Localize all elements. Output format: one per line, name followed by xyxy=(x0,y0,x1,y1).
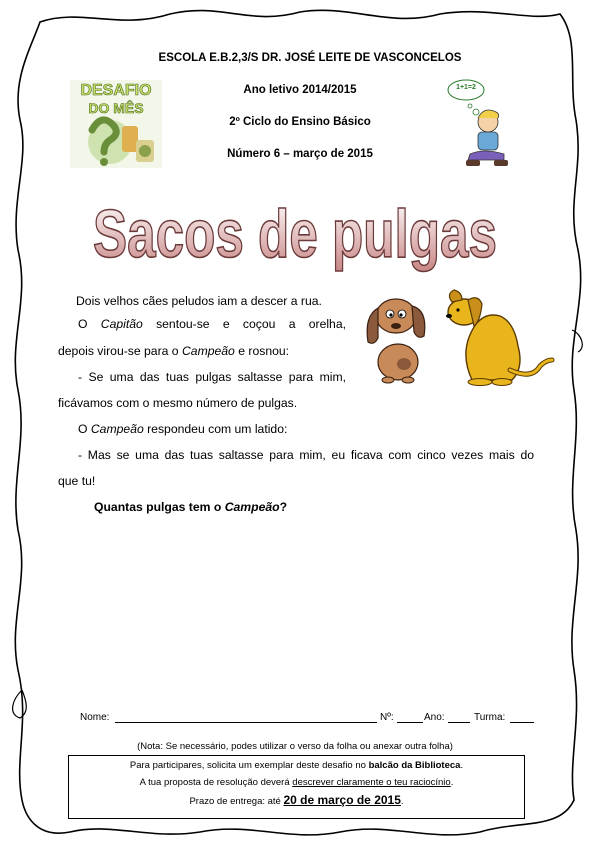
class-label: Turma: xyxy=(474,712,506,723)
desafio-logo xyxy=(70,80,162,168)
school-year: Ano letivo 2014/2015 xyxy=(243,84,357,96)
title-text: Sacos de pulgas xyxy=(93,196,497,272)
box-line-2: A tua proposta de resolução deverá descrever claramente o teu raciocínio. xyxy=(139,777,454,788)
story-line-1: Dois velhos cães peludos iam a descer a rua. xyxy=(76,294,322,308)
thinking-boy-illustration xyxy=(446,78,514,170)
two-dogs-illustration xyxy=(352,288,562,388)
question: Quantas pulgas tem o Campeão? xyxy=(94,500,288,514)
thought-bubble-text: 1+1=2 xyxy=(456,84,476,91)
character-name-campeao: Campeão xyxy=(181,344,235,358)
class-field[interactable] xyxy=(510,722,534,723)
number-field[interactable] xyxy=(397,722,423,723)
story-line-7: - Mas se uma das tuas saltasse para mim, eu ficava com cinco vezes mais do xyxy=(78,448,534,462)
school-name: ESCOLA E.B.2,3/S DR. JOSÉ LEITE DE VASCONCELOS xyxy=(158,52,462,64)
story-line-3: depois virou-se para o Campeão e rosnou: xyxy=(58,344,290,358)
story-line-6: O Campeão respondeu com um latido: xyxy=(78,422,288,436)
cycle: 2º Ciclo do Ensino Básico xyxy=(229,116,371,128)
story-line-2: O Capitão sentou-se e coçou a orelha, xyxy=(78,317,347,331)
issue-number: Número 6 – março de 2015 xyxy=(227,148,373,160)
year-label: Ano: xyxy=(424,712,445,723)
thinking-boy-icon xyxy=(446,78,514,170)
logo-line2: DO MÊS xyxy=(88,100,144,116)
story-line-5: ficávamos com o mesmo número de pulgas. xyxy=(58,396,298,410)
story-line-8: que tu! xyxy=(58,474,96,488)
name-field[interactable] xyxy=(115,722,377,723)
yellow-dog-icon xyxy=(446,290,552,386)
box-line-1: Para participares, solicita um exemplar deste desafio no balcão da Biblioteca. xyxy=(129,760,464,771)
page-title xyxy=(85,185,505,280)
year-field[interactable] xyxy=(448,722,470,723)
story-line-4: - Se uma das tuas pulgas saltasse para mim, xyxy=(78,370,346,384)
deadline-date: 20 de março de 2015 xyxy=(283,793,401,807)
character-name-campeao: Campeão xyxy=(90,422,144,436)
brown-dog-icon xyxy=(367,299,425,383)
title-graphic xyxy=(85,185,505,280)
logo-line1: DESAFIO xyxy=(80,82,152,99)
character-name-capitao: Capitão xyxy=(100,317,143,331)
name-label: Nome: xyxy=(80,712,110,723)
number-label: Nº: xyxy=(380,712,394,723)
note: (Nota: Se necessário, podes utilizar o verso da folha ou anexar outra folha) xyxy=(137,741,453,752)
box-line-3: Prazo de entrega: até 20 de março de 2015. xyxy=(189,793,404,807)
